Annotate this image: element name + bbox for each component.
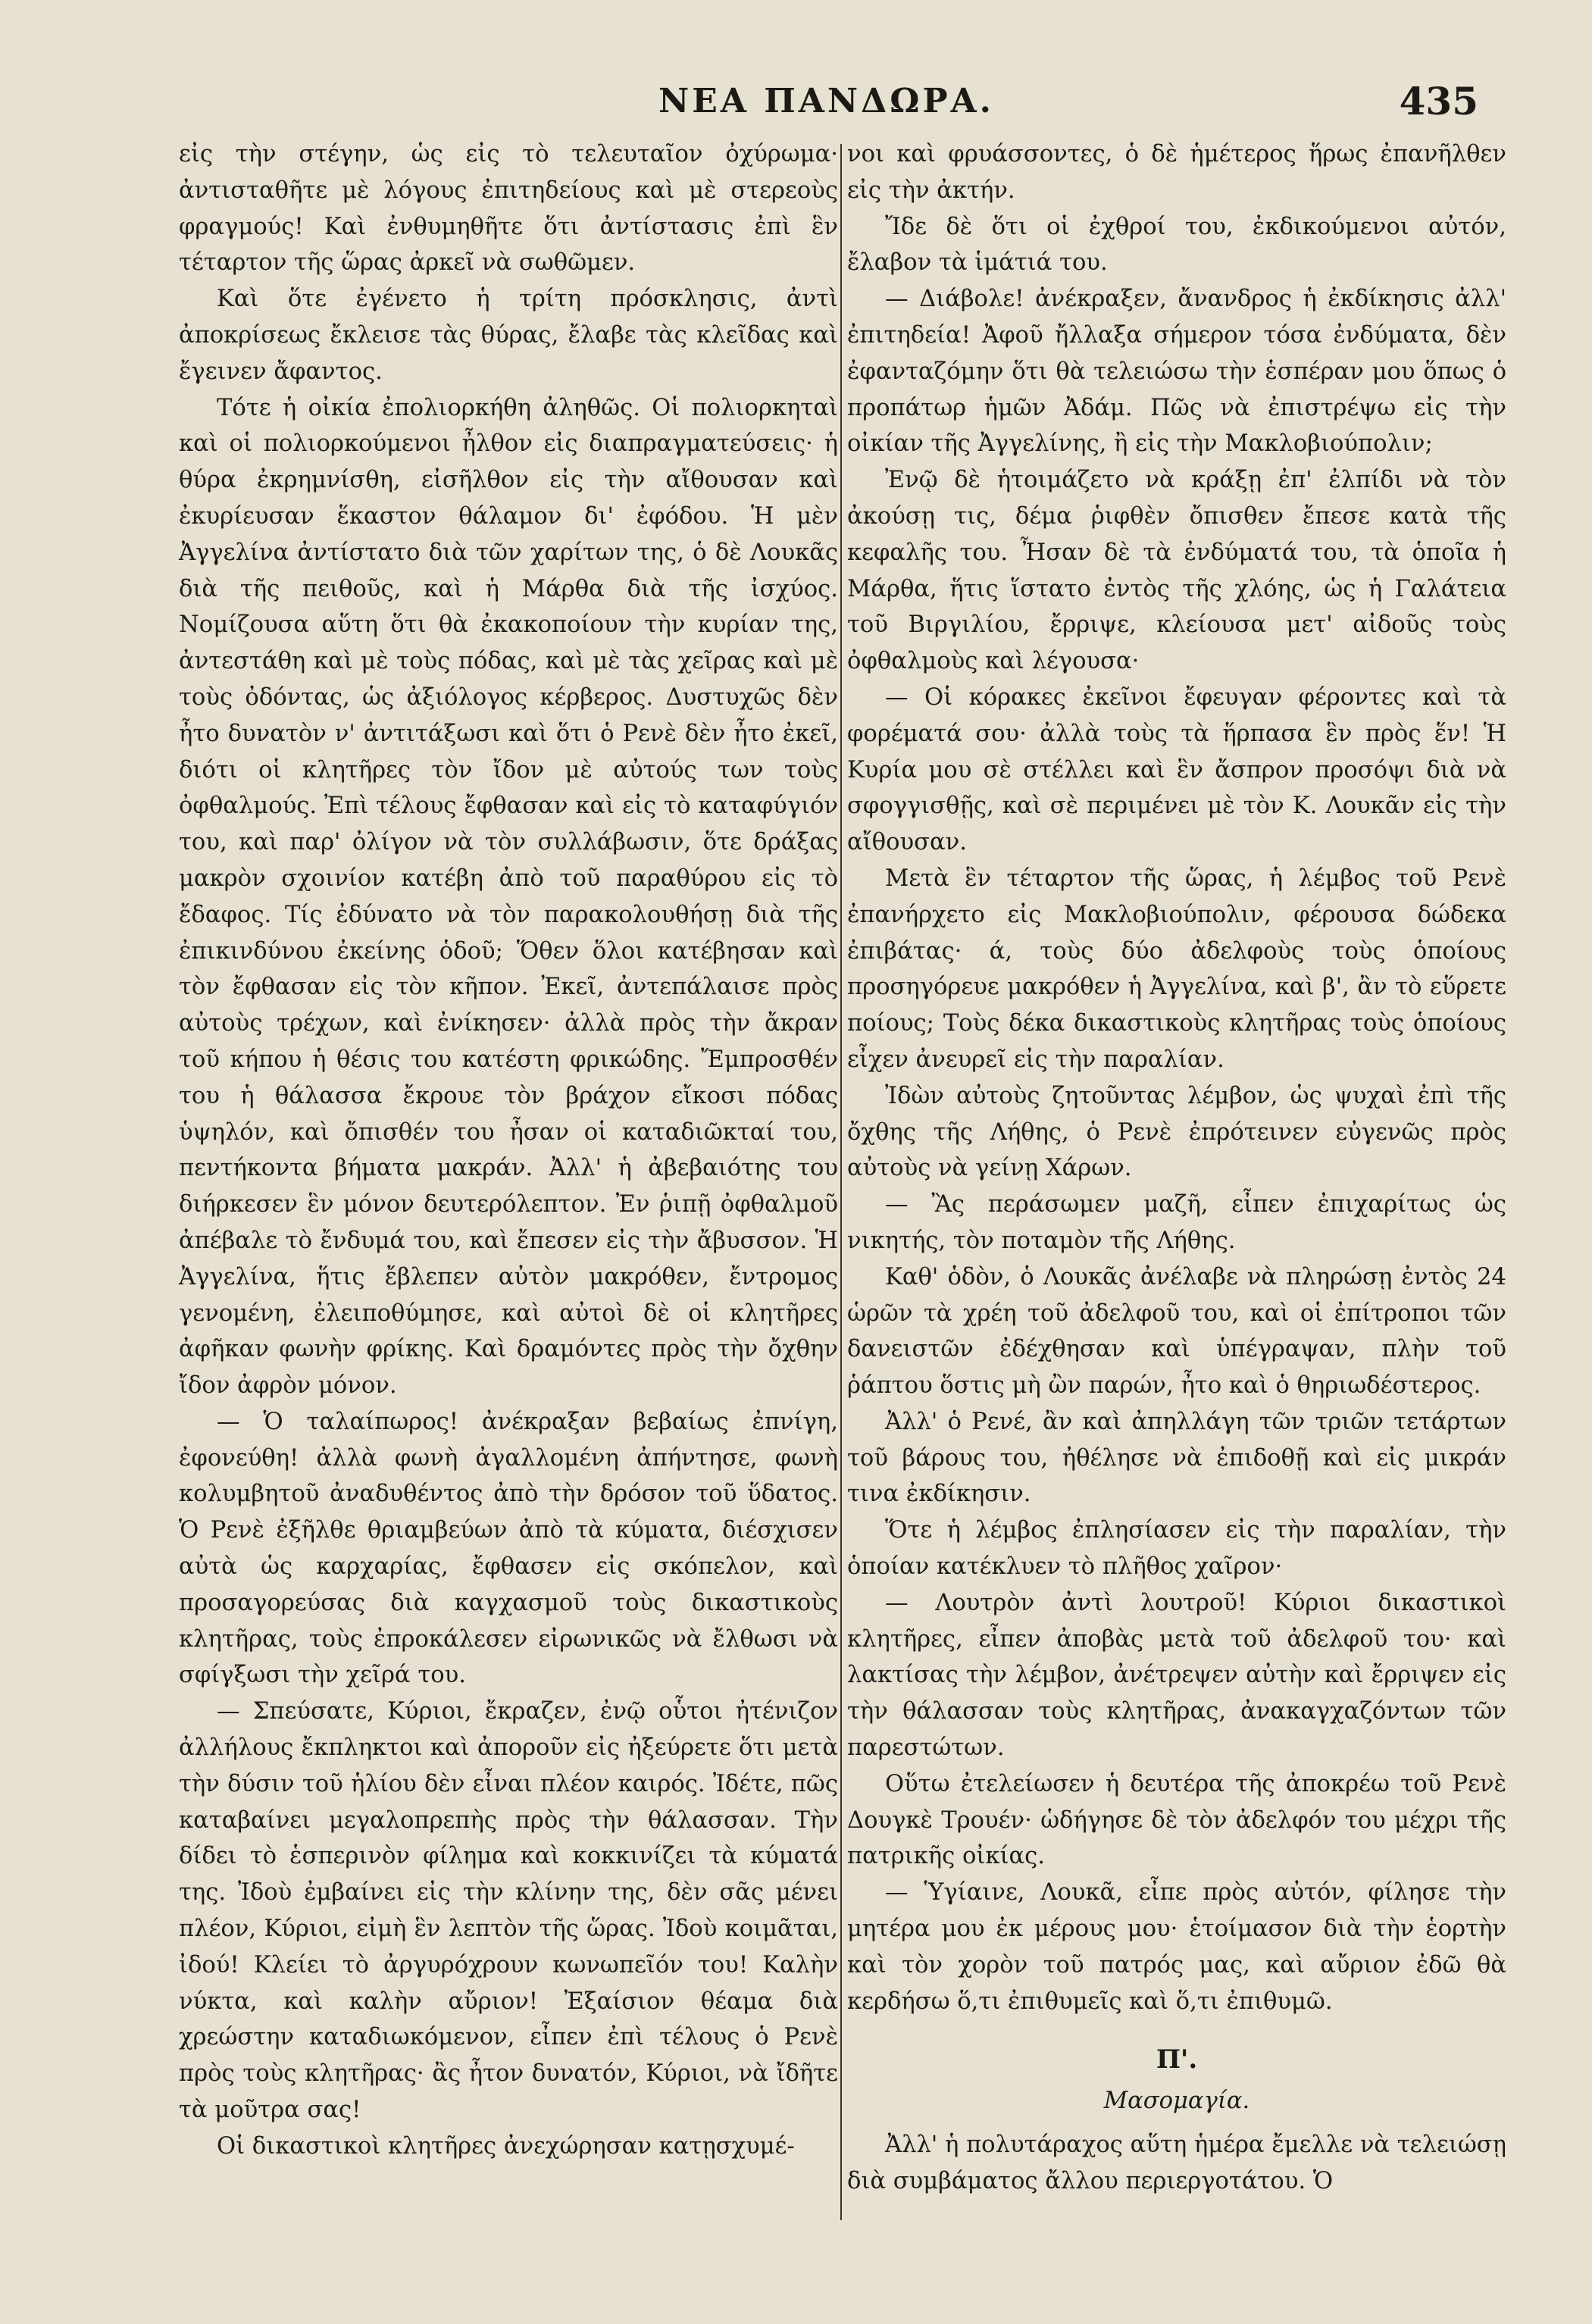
paragraph: εἰς τὴν στέγην, ὡς εἰς τὸ τελευταῖον ὀχύρωμα· ἀντισταθῆτε μὲ λόγους ἐπιτηδείους καὶ μὲ στερεοὺς φραγμούς! Καὶ ἐνθυμηθῆτε ὅτι ἀντίστασις ἐπὶ ἓν τέταρτον τῆς ὥρας ἀρκεῖ νὰ σωθῶμεν. bbox=[179, 141, 838, 277]
paragraph: νοι καὶ φρυάσσοντες, ὁ δὲ ἡμέτερος ἥρως ἐπανῆλθεν εἰς τὴν ἀκτήν. bbox=[847, 141, 1506, 204]
left-column bbox=[179, 136, 838, 2165]
chapter-number: Π'. bbox=[1156, 2044, 1198, 2075]
paragraph: Μετὰ ἓν τέταρτον τῆς ὥρας, ἡ λέμβος τοῦ Ρενὲ ἐπανήρχετο εἰς Μακλοβιούπολιν, φέρουσα δώδεκα ἐπιβάτας· ά, τοὺς δύο ἀδελφοὺς τοὺς ὁποίους προσηγόρευε μακρόθεν ἡ Ἀγγελίνα, καὶ β', ἂν τὸ εὕρετε ποίους; Τοὺς δέκα δικαστικοὺς κλητῆρας τοὺς ὁποίους εἶχεν ἀνευρεῖ εἰς τὴν παραλίαν. bbox=[847, 865, 1506, 1073]
paragraph: — Λουτρὸν ἀντὶ λουτροῦ! Κύριοι δικαστικοὶ κλητῆρες, εἶπεν ἀποβὰς μετὰ τοῦ ἀδελφοῦ του· καὶ λακτίσας τὴν λέμβον, ἀνέτρεψεν αὐτὴν καὶ ἔρριψεν εἰς τὴν θάλασσαν τοὺς κλητῆρας, ἀνακαγχαζόντων τῶν παρεστώτων. bbox=[847, 1589, 1506, 1762]
paragraph: — Ἂς περάσωμεν μαζῆ, εἶπεν ἐπιχαρίτως ὡς νικητής, τὸν ποταμὸν τῆς Λήθης. bbox=[847, 1191, 1506, 1254]
paragraph: Ἀλλ' ἡ πολυτάραχος αὕτη ἡμέρα ἔμελλε νὰ τελειώσῃ διὰ συμβάματος ἄλλου περιεργοτάτου. Ὁ bbox=[847, 2132, 1506, 2194]
paragraph: Οὕτω ἐτελείωσεν ἡ δευτέρα τῆς ἀποκρέω τοῦ Ρενὲ Δουγκὲ Τρουέν· ὡδήγησε δὲ τὸν ἀδελφόν του μέχρι τῆς πατρικῆς οἰκίας. bbox=[847, 1770, 1506, 1870]
paragraph: — Ὁ ταλαίπωρος! ἀνέκραξαν βεβαίως ἐπνίγη, ἐφονεύθη! ἀλλὰ φωνὴ ἀγαλλομένη ἀπήντησε, φωνὴ κολυμβητοῦ ἀναδυθέντος ἀπὸ τὴν δρόσον τοῦ ὕδατος. Ὁ Ρενὲ ἐξῆλθε θριαμβεύων ἀπὸ τὰ κύματα, διέσχισεν αὐτὰ ὡς καρχαρίας, ἔφθασεν εἰς σκόπελον, καὶ προσαγορεύσας διὰ καγχασμοῦ τοὺς δικαστικοὺς κλητῆρας, τοὺς ἐπροκάλεσεν εἰρωνικῶς νὰ ἔλθωσι νὰ σφίγξωσι τὴν χεῖρά του. bbox=[179, 1408, 838, 1689]
paragraph: Καὶ ὅτε ἐγένετο ἡ τρίτη πρόσκλησις, ἀντὶ ἀποκρίσεως ἔκλεισε τὰς θύρας, ἔλαβε τὰς κλεῖδας καὶ ἔγεινεν ἄφαντος. bbox=[179, 286, 838, 385]
paragraph: Οἱ δικαστικοὶ κλητῆρες ἀνεχώρησαν κατῃσχυμέ- bbox=[217, 2132, 795, 2160]
paragraph: Ἴδε δὲ ὅτι οἱ ἐχθροί του, ἐκδικούμενοι αὐτόν, ἔλαβον τὰ ἱμάτιά του. bbox=[847, 213, 1506, 277]
right-column bbox=[847, 136, 1506, 2200]
column-divider bbox=[840, 144, 842, 2220]
paragraph: Ἐνῷ δὲ ἡτοιμάζετο νὰ κράξῃ ἐπ' ἐλπίδι νὰ τὸν ἀκούσῃ τις, δέμα ῥιφθὲν ὄπισθεν ἔπεσε κατὰ τῆς κεφαλῆς του. Ἦσαν δὲ τὰ ἐνδύματά του, τὰ ὁποῖα ἡ Μάρθα, ἥτις ἵστατο ἐντὸς τῆς χλόης, ὡς ἡ Γαλάτεια τοῦ Βιργιλίου, ἔρριψε, κλείουσα μετ' αἰδοῦς τοὺς ὀφθαλμοὺς καὶ λέγουσα· bbox=[847, 467, 1506, 675]
paragraph: — Οἱ κόρακες ἐκεῖνοι ἔφευγαν φέροντες καὶ τὰ φορέματά σου· ἀλλὰ τοὺς τὰ ἥρπασα ἓν πρὸς ἕν! Ἡ Κυρία μου σὲ στέλλει καὶ ἓν ἄσπρον προσόψι διὰ νὰ σφογγισθῇς, καὶ σὲ περιμένει μὲ τὸν Κ. Λουκᾶν εἰς τὴν αἴθουσαν. bbox=[847, 683, 1506, 856]
paragraph: Τότε ἡ οἰκία ἐπολιορκήθη ἀληθῶς. Οἱ πολιορκηταὶ καὶ οἱ πολιορκούμενοι ἦλθον εἰς διαπραγματεύσεις· ἡ θύρα ἐκρημνίσθη, εἰσῆλθον εἰς τὴν αἴθουσαν καὶ ἐκυρίευσαν ἕκαστον θάλαμον δι' ἐφόδου. Ἡ μὲν Ἀγγελίνα ἀντίστατο διὰ τῶν χαρίτων της, ὁ δὲ Λουκᾶς διὰ τῆς πειθοῦς, καὶ ἡ Μάρθα διὰ τῆς ἰσχύος. Νομίζουσα αὕτη ὅτι θὰ ἐκακοποίουν τὴν κυρίαν της, ἀντεστάθη καὶ μὲ τοὺς πόδας, καὶ μὲ τὰς χεῖρας καὶ μὲ τοὺς ὀδόντας, ὡς ἀξιόλογος κέρβερος. Δυστυχῶς δὲν ἦτο δυνατὸν ν' ἀντιτάξωσι καὶ ὅτι ὁ Ρενὲ δὲν ἦτο ἐκεῖ, διότι οἱ κλητῆρες τὸν ἴδον μὲ αὐτούς των τοὺς ὀφθαλμούς. Ἐπὶ τέλους ἔφθασαν καὶ εἰς τὸ καταφύγιόν του, καὶ παρ' ὀλίγον νὰ τὸν συλλάβωσιν, ὅτε δράξας μακρὸν σχοινίον κατέβη ἀπὸ τοῦ παραθύρου εἰς τὸ ἔδαφος. Τίς ἐδύνατο νὰ τὸν παρακολουθήσῃ διὰ τῆς ἐπικινδύνου ἐκείνης ὁδοῦ; Ὅθεν ὅλοι κατέβησαν καὶ τὸν ἔφθασαν εἰς τὸν κῆπον. Ἐκεῖ, ἀντεπάλαισε πρὸς αὐτοὺς τρέχων, καὶ ἐνίκησεν· ἀλλὰ πρὸς τὴν ἄκραν τοῦ κήπου ἡ θέσις του κατέστη φρικώδης. Ἔμπροσθέν του ἡ θάλασσα ἔκρουε τὸν βράχον εἴκοσι πόδας ὑψηλόν, καὶ ὄπισθέν του ἦσαν οἱ καταδιῶκταί του, πεντήκοντα βήματα μακράν. Ἀλλ' ἡ ἀβεβαιότης του διήρκεσεν ἓν μόνον δευτερόλεπτον. Ἐν ῥιπῇ ὀφθαλμοῦ ἀπέβαλε τὸ ἔνδυμά του, καὶ ἔπεσεν εἰς τὴν ἄβυσσον. Ἡ Ἀγγελίνα, ἥτις ἔβλεπεν αὐτὸν μακρόθεν, ἔντρομος γενομένη, ἐλειποθύμησε, καὶ αὐτοὶ δὲ οἱ κλητῆρες ἀφῆκαν φωνὴν φρίκης. Καὶ δραμόντες πρὸς τὴν ὄχθην ἴδον ἀφρὸν μόνον. bbox=[179, 394, 838, 1400]
chapter-title: Μασομαγία. bbox=[1103, 2088, 1250, 2115]
paragraph: — Διάβολε! ἀνέκραξεν, ἄνανδρος ἡ ἐκδίκησις ἀλλ' ἐπιτηδεία! Ἀφοῦ ἤλλαξα σήμερον τόσα ἐνδύματα, δὲν ἐφανταζόμην ὅτι θὰ τελειώσω τὴν ἑσπέραν μου ὅπως ὁ προπάτωρ ἡμῶν Ἀδάμ. Πῶς νὰ ἐπιστρέψω εἰς τὴν οἰκίαν τῆς Ἀγγελίνης, ἢ εἰς τὴν Μακλοβιούπολιν; bbox=[847, 286, 1506, 458]
paragraph: Ὅτε ἡ λέμβος ἐπλησίασεν εἰς τὴν παραλίαν, τὴν ὁποίαν κατέκλυεν τὸ πλῆθος χαῖρον· bbox=[847, 1517, 1506, 1581]
paragraph: — Ὑγίαινε, Λουκᾶ, εἶπε πρὸς αὐτόν, φίλησε τὴν μητέρα μου ἐκ μέρους μου· ἑτοίμασον διὰ τὴν ἑορτὴν καὶ τὸν χορὸν τοῦ πατρός μας, καὶ αὔριον ἐδῶ θὰ κερδήσω ὅ,τι ἐπιθυμεῖς καὶ ὅ,τι ἐπιθυμῶ. bbox=[847, 1879, 1506, 2015]
page-number: 435 bbox=[1399, 79, 1478, 124]
journal-title: ΝΕΑ ΠΑΝΔΩΡΑ. bbox=[658, 82, 994, 120]
paragraph: Ἰδὼν αὐτοὺς ζητοῦντας λέμβον, ὡς ψυχαὶ ἐπὶ τῆς ὄχθης τῆς Λήθης, ὁ Ρενὲ ἐπρότεινεν εὐγενῶς πρὸς αὐτοὺς νὰ γείνῃ Χάρων. bbox=[847, 1082, 1506, 1182]
paragraph: — Σπεύσατε, Κύριοι, ἔκραζεν, ἐνῷ οὗτοι ἠτένιζον ἀλλήλους ἔκπληκτοι καὶ ἀποροῦν εἰς ἠξεύρετε ὅτι μετὰ τὴν δύσιν τοῦ ἡλίου δὲν εἶναι πλέον καιρός. Ἰδέτε, πῶς καταβαίνει μεγαλοπρεπὴς πρὸς τὴν θάλασσαν. Τὴν δίδει τὸ ἑσπερινὸν φίλημα καὶ κοκκινίζει τὰ κύματά της. Ἰδοὺ ἐμβαίνει εἰς τὴν κλίνην της, δὲν σᾶς μένει πλέον, Κύριοι, εἰμὴ ἓν λεπτὸν τῆς ὥρας. Ἰδοὺ κοιμᾶται, ἰδού! Κλείει τὸ ἀργυρόχρουν κωνωπεῖόν του! Καλὴν νύκτα, καὶ καλὴν αὔριον! Ἐξαίσιον θέαμα διὰ χρεώστην καταδιωκόμενον, εἶπεν ἐπὶ τέλους ὁ Ρενὲ πρὸς τοὺς κλητῆρας· ἂς ἦτον δυνατόν, Κύριοι, νὰ ἴδῆτε τὰ μοῦτρα σας! bbox=[179, 1698, 838, 2124]
paragraph: Καθ' ὁδὸν, ὁ Λουκᾶς ἀνέλαβε νὰ πληρώσῃ ἐντὸς 24 ὡρῶν τὰ χρέη τοῦ ἀδελφοῦ του, καὶ οἱ ἐπίτροποι τῶν δανειστῶν ἐδέχθησαν καὶ ὑπέγραψαν, πλὴν τοῦ ῥάπτου ὅστις μὴ ὢν παρών, ἦτο καὶ ὁ θηριωδέστερος. bbox=[847, 1263, 1506, 1400]
page-header bbox=[174, 79, 1478, 127]
paragraph: Ἀλλ' ὁ Ρενέ, ἂν καὶ ἀπηλλάγη τῶν τριῶν τετάρτων τοῦ βάρους του, ἠθέλησε νὰ ἐπιδοθῇ καὶ εἰς μικράν τινα ἐκδίκησιν. bbox=[847, 1408, 1506, 1508]
